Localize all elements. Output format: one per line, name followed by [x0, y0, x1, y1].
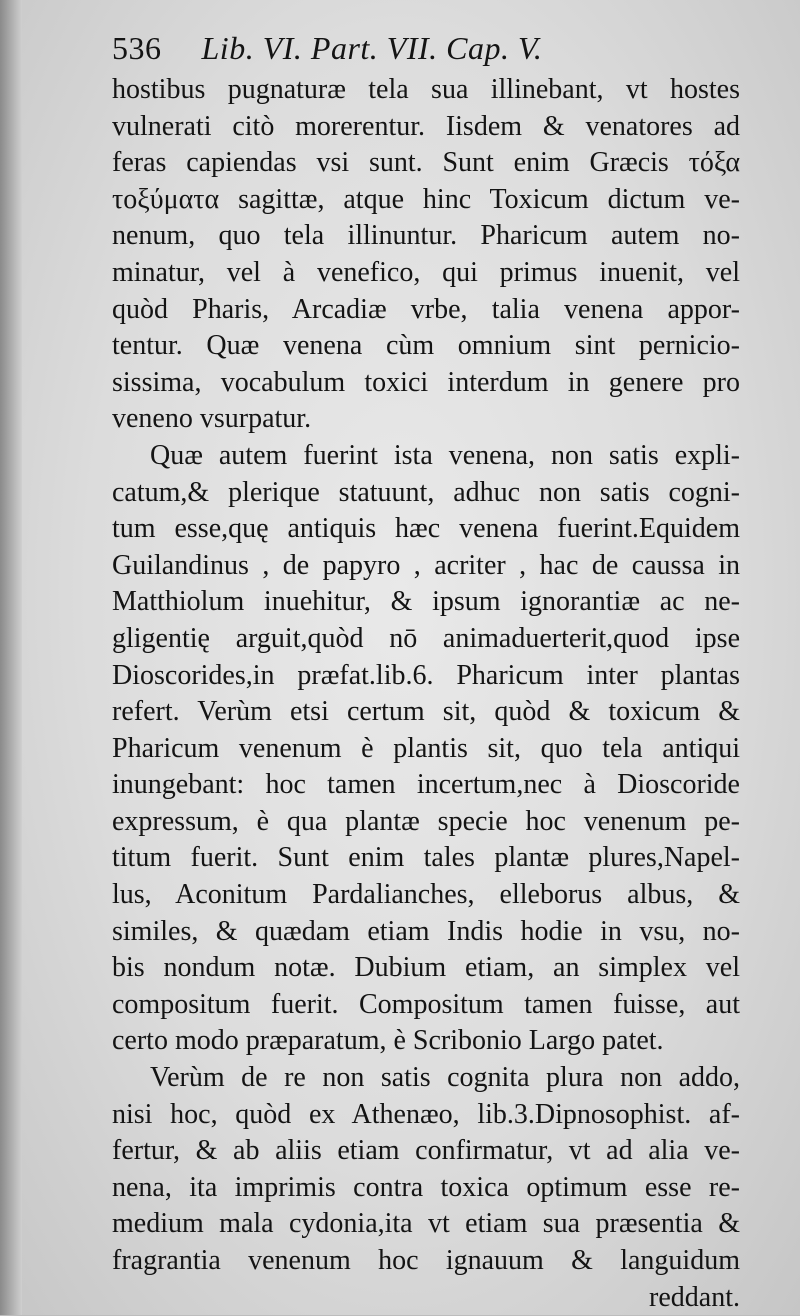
text-line: Guilandinus , de papyro , acriter , hac de caussa in [112, 549, 740, 581]
text-line: Matthiolum inuehitur, & ipsum ignorantiæ ac ne- [112, 586, 740, 618]
text-line: refert. Verùm etsi certum sit, quòd & toxicum & [112, 696, 740, 728]
text-line: similes, & quædam etiam Indis hodie in vsu, no- [112, 915, 740, 947]
body-text [112, 72, 740, 1316]
text-line: lus, Aconitum Pardalianches, elleborus albus, & [112, 879, 740, 911]
text-line: nena, ita imprimis contra toxica optimum esse re- [112, 1171, 740, 1203]
text-line: inungebant: hoc tamen incertum,nec à Dioscoride [112, 769, 740, 801]
text-line: tum esse,quę antiquis hæc venena fuerint.Equidem [112, 513, 740, 545]
text-line: nenum, quo tela illinuntur. Pharicum autem no- [112, 220, 740, 252]
text-line: quòd Pharis, Arcadiæ vrbe, talia venena appor- [112, 293, 740, 325]
text-line: fragrantia venenum hoc ignauum & languidum [112, 1245, 740, 1276]
text-line: Verùm de re non satis cognita plura non addo, [150, 1062, 740, 1094]
page-header [112, 30, 652, 67]
text-line: catum,& plerique statuunt, adhuc non satis cogni- [112, 476, 740, 508]
text-line: titum fuerit. Sunt enim tales plantæ plures,Napel- [112, 842, 740, 874]
text-line: nisi hoc, quòd ex Athenæo, lib.3.Dipnosophist. af- [112, 1098, 740, 1130]
text-line: feras capiendas vsi sunt. Sunt enim Græcis τόξα [112, 147, 740, 179]
text-line: τοξύματα sagittæ, atque hinc Toxicum dictum ve- [112, 183, 740, 215]
text-line: minatur, vel à venefico, qui primus inuenit, vel [112, 256, 740, 288]
page-number: 536 [112, 30, 162, 66]
text-line: veneno vsurpatur. [112, 403, 312, 435]
text-line: bis nondum notæ. Dubium etiam, an simplex vel [112, 952, 740, 984]
text-line: Pharicum venenum è plantis sit, quo tela antiqui [112, 732, 740, 764]
text-line: Dioscorides,in præfat.lib.6. Pharicum inter plantas [112, 659, 740, 691]
text-line: compositum fuerit. Compositum tamen fuisse, aut [112, 988, 740, 1020]
text-line: fertur, & ab aliis etiam confirmatur, vt ad alia ve- [112, 1135, 740, 1167]
text-line: gligentię arguit,quòd nō animaduerterit,quod ipse [112, 622, 740, 654]
text-line: vulnerati citò morerentur. Iisdem & venatores ad [112, 110, 740, 142]
text-line: Quæ autem fuerint ista venena, non satis expli- [150, 439, 740, 471]
page-edge-shadow [0, 0, 22, 1315]
text-line: medium mala cydonia,ita vt etiam sua præsentia & [112, 1208, 740, 1240]
text-line: tentur. Quæ venena cùm omnium sint pernicio- [112, 330, 740, 362]
text-line: sissima, vocabulum toxici interdum in genere pro [112, 366, 740, 398]
text-line: reddant. [649, 1281, 740, 1313]
text-line: certo modo præparatum, è Scribonio Largo patet. [112, 1025, 664, 1057]
text-line: expressum, è qua plantæ specie hoc venenum pe- [112, 805, 740, 837]
running-title: Lib. VI. Part. VII. Cap. V. [201, 30, 543, 66]
text-line: hostibus pugnaturæ tela sua illinebant, vt hostes [112, 74, 740, 105]
